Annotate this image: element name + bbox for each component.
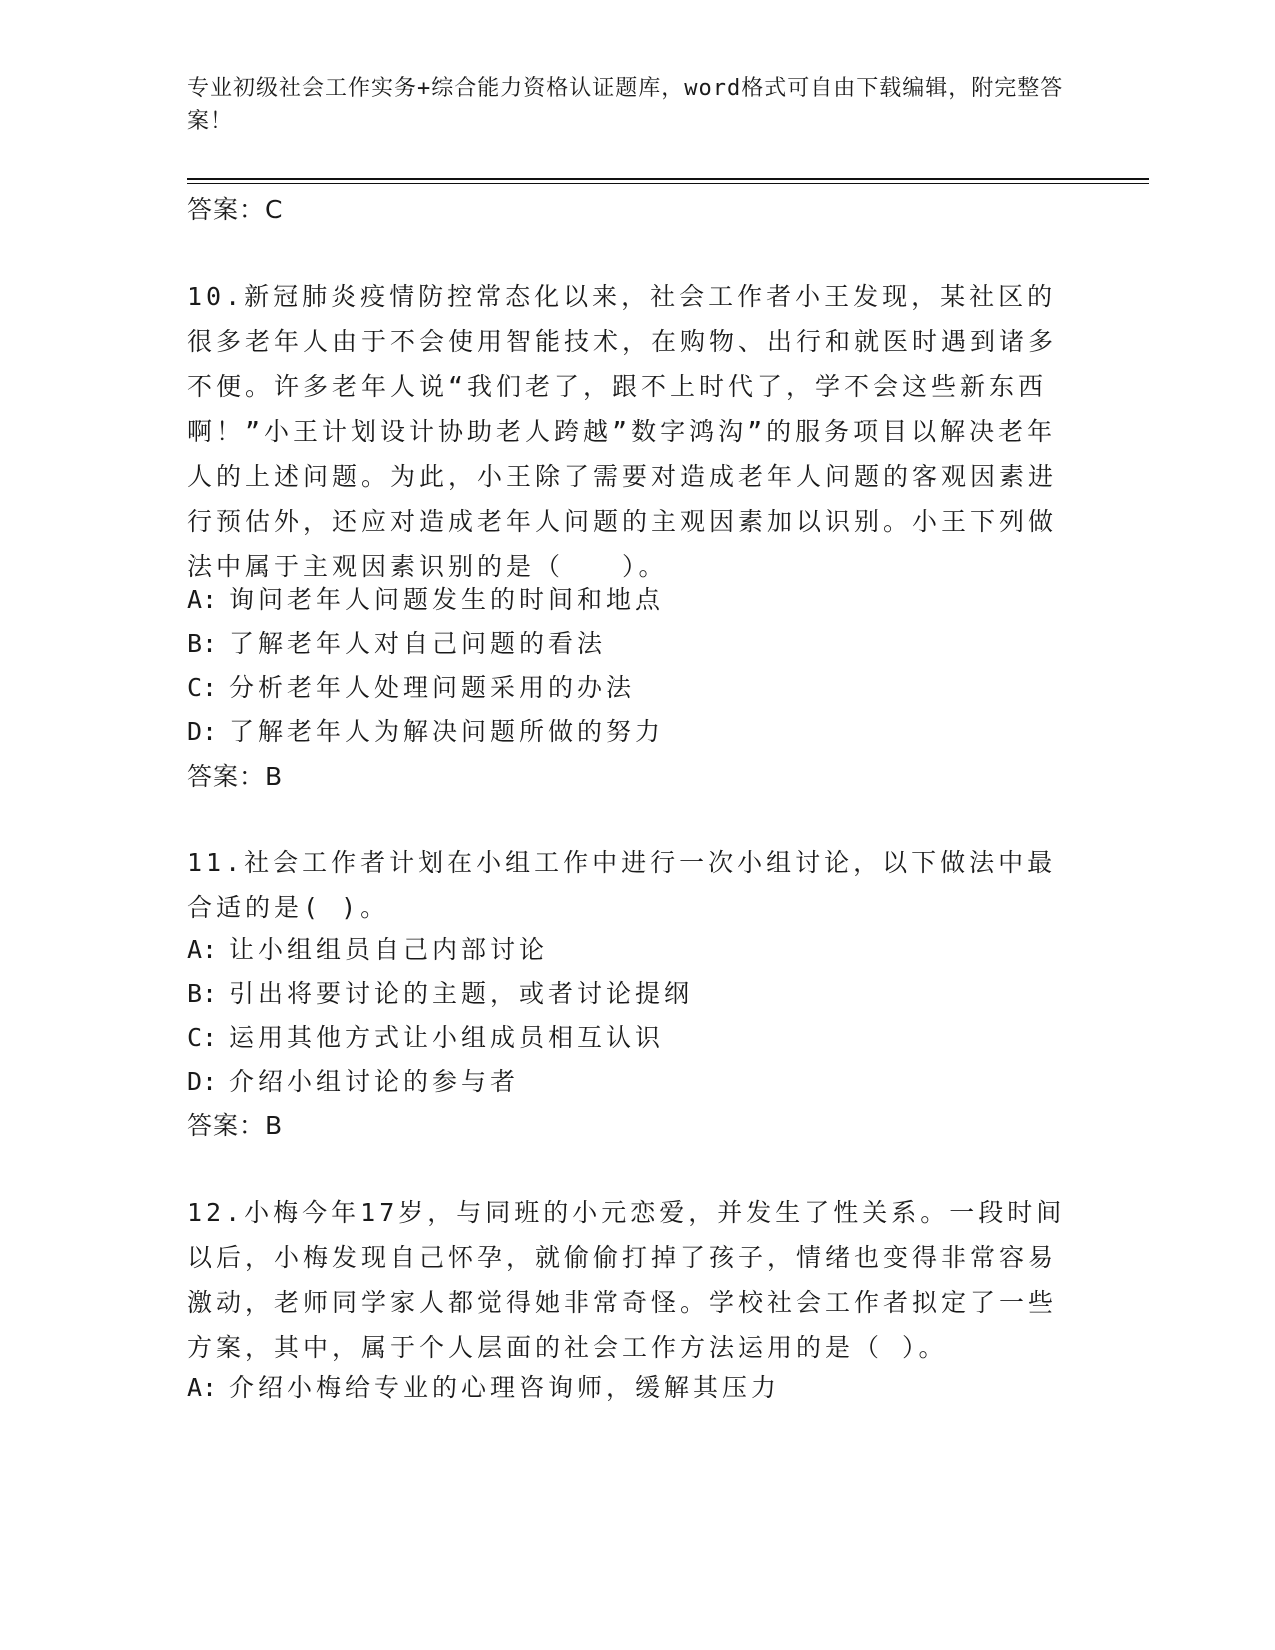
option-text: 引出将要讨论的主题，或者讨论提纲: [229, 979, 694, 1008]
answer-line: 答案：B: [187, 1111, 284, 1140]
option-c: [187, 668, 635, 704]
header-rule-thin: [187, 183, 1149, 184]
header-rule-thick: [187, 178, 1149, 180]
page-header: 专业初级社会工作实务+综合能力资格认证题库，word格式可自由下载编辑，附完整答案！: [187, 76, 1064, 134]
option-text: 运用其他方式让小组成员相互认识: [229, 1023, 665, 1052]
option-c: [187, 1018, 664, 1054]
answer-line: 答案：C: [187, 195, 284, 224]
option-b: [187, 974, 693, 1010]
option-text: 询问老年人问题发生的时间和地点: [229, 585, 665, 614]
option-d: [187, 712, 664, 748]
option-text: 介绍小组讨论的参与者: [229, 1067, 520, 1096]
question-stem: 11.社会工作者计划在小组工作中进行一次小组讨论，以下做法中最合适的是( )。: [187, 848, 1057, 922]
option-key: C:: [187, 673, 218, 702]
option-key: B:: [187, 629, 218, 658]
option-key: A:: [187, 585, 218, 614]
option-a: [187, 930, 548, 966]
option-key: A:: [187, 935, 218, 964]
question-stem: 12.小梅今年17岁，与同班的小元恋爱，并发生了性关系。一段时间以后，小梅发现自己怀孕，就偷偷打掉了孩子，情绪也变得非常容易激动，老师同学家人都觉得她非常奇怪。学校社会工作者拟定了一些方案，其中，属于个人层面的社会工作方法运用的是（ ）。: [187, 1198, 1066, 1362]
option-text: 介绍小梅给专业的心理咨询师，缓解其压力: [229, 1373, 781, 1402]
answer-line: 答案：B: [187, 762, 284, 791]
option-key: C:: [187, 1023, 218, 1052]
option-key: B:: [187, 979, 218, 1008]
option-text: 了解老年人对自己问题的看法: [229, 629, 607, 658]
option-a: [187, 1368, 780, 1404]
option-key: A:: [187, 1373, 218, 1402]
option-key: D:: [187, 1067, 218, 1096]
option-a: [187, 580, 664, 616]
option-text: 分析老年人处理问题采用的办法: [229, 673, 636, 702]
option-b: [187, 624, 606, 660]
question-stem: 10.新冠肺炎疫情防控常态化以来，社会工作者小王发现，某社区的很多老年人由于不会使用智能技术，在购物、出行和就医时遇到诸多不便。许多老年人说“我们老了，跟不上时代了，学不会这些新东西啊！”小王计划设计协助老人跨越”数字鸿沟”的服务项目以解决老年人的上述问题。为此，小王除了需要对造成老年人问题的客观因素进行预估外，还应对造成老年人问题的主观因素加以识别。小王下列做法中属于主观因素识别的是（ ）。: [187, 282, 1058, 581]
option-d: [187, 1062, 519, 1098]
option-key: D:: [187, 717, 218, 746]
option-text: 让小组组员自己内部讨论: [229, 935, 549, 964]
option-text: 了解老年人为解决问题所做的努力: [229, 717, 665, 746]
